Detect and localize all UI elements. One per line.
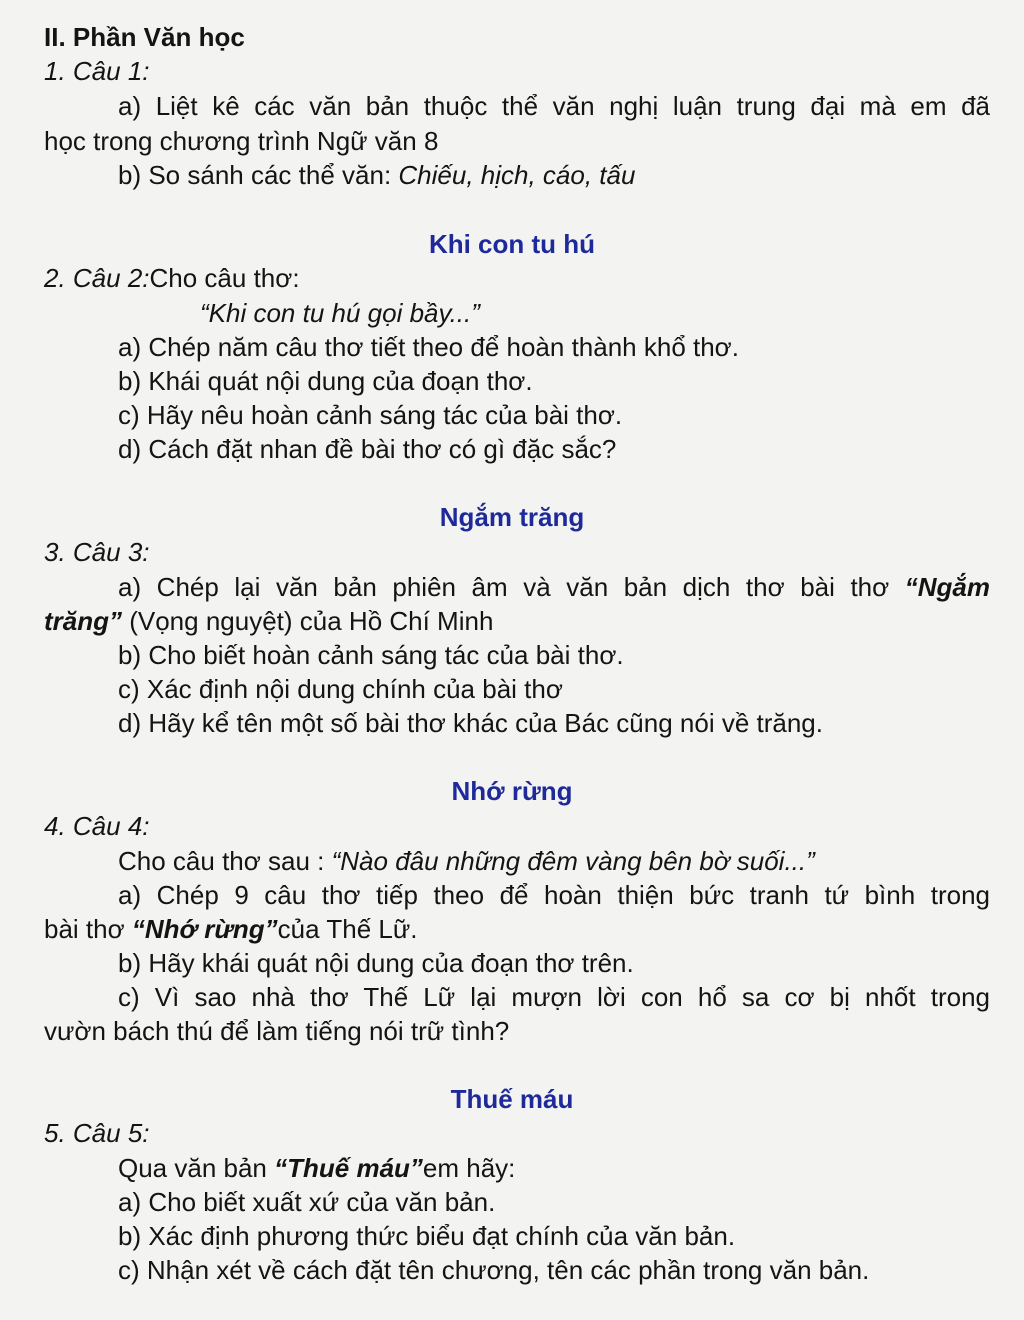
question-3a-title-end: trăng” <box>44 606 122 636</box>
question-3a-line1 <box>0 570 1024 604</box>
question-2b: b) Khái quát nội dung của đoạn thơ. <box>118 366 533 396</box>
question-5c: c) Nhận xét về cách đặt tên chương, tên các phần trong văn bản. <box>118 1255 870 1285</box>
question-3d: d) Hãy kể tên một số bài thơ khác của Bác cũng nói về trăng. <box>118 708 823 738</box>
question-5a: a) Cho biết xuất xứ của văn bản. <box>118 1187 496 1217</box>
question-2-label: 2. Câu 2: <box>44 263 150 293</box>
question-5-intro-title: “Thuế máu” <box>274 1153 423 1183</box>
question-3a-title-start: “Ngắm <box>904 572 990 602</box>
question-3c: c) Xác định nội dung chính của bài thơ <box>118 674 563 704</box>
question-1b <box>0 158 1024 192</box>
question-1b-text: b) So sánh các thể văn: <box>118 160 399 190</box>
question-2d: d) Cách đặt nhan đề bài thơ có gì đặc sắc? <box>118 434 617 464</box>
question-4b: b) Hãy khái quát nội dung của đoạn thơ trên. <box>118 948 634 978</box>
question-4a-pre: bài thơ <box>44 914 132 944</box>
question-1a-line2: học trong chương trình Ngữ văn 8 <box>44 126 439 156</box>
question-2-intro: Cho câu thơ: <box>149 263 300 293</box>
question-2 <box>0 261 1024 295</box>
question-5-intro <box>0 1151 1024 1185</box>
question-3a-text-end: (Vọng nguyệt) của Hồ Chí Minh <box>122 606 494 636</box>
question-3b: b) Cho biết hoàn cảnh sáng tác của bài thơ. <box>118 640 624 670</box>
question-1a-line1: a) Liệt kê các văn bản thuộc thể văn nghị luận trung đại mà em đã <box>118 91 990 121</box>
question-5-intro-post: em hãy: <box>422 1153 516 1183</box>
question-4-intro-text: Cho câu thơ sau : <box>118 846 332 876</box>
question-2c: c) Hãy nêu hoàn cảnh sáng tác của bài thơ. <box>118 400 623 430</box>
question-4c-line2: vườn bách thú để làm tiếng nói trữ tình? <box>44 1016 510 1046</box>
question-4a-line1: a) Chép 9 câu thơ tiếp theo để hoàn thiện bức tranh tứ bình trong <box>118 880 990 910</box>
question-5-label: 5. Câu 5: <box>44 1118 150 1148</box>
heading-khi-con-tu-hu: Khi con tu hú <box>428 229 596 259</box>
question-4-label: 4. Câu 4: <box>44 811 150 841</box>
question-4a-post: của Thế Lữ. <box>277 914 418 944</box>
heading-nho-rung: Nhớ rừng <box>451 776 573 806</box>
question-4c-line1: c) Vì sao nhà thơ Thế Lữ lại mượn lời con hổ sa cơ bị nhốt trong <box>118 982 990 1012</box>
question-1-label: 1. Câu 1: <box>44 56 150 86</box>
section-title: II. Phần Văn học <box>44 22 245 52</box>
question-3a-text: a) Chép lại văn bản phiên âm và văn bản dịch thơ bài thơ <box>118 572 905 602</box>
question-4-intro <box>0 844 1024 878</box>
heading-thue-mau: Thuế máu <box>450 1084 574 1114</box>
question-1b-italic: Chiếu, hịch, cáo, tấu <box>398 160 636 190</box>
heading-ngam-trang: Ngắm trăng <box>439 502 585 532</box>
question-3-label: 3. Câu 3: <box>44 537 150 567</box>
question-4-intro-quote: “Nào đâu những đêm vàng bên bờ suối...” <box>331 846 815 876</box>
question-4a-line2 <box>0 912 1024 946</box>
question-2a: a) Chép năm câu thơ tiết theo để hoàn thành khổ thơ. <box>118 332 739 362</box>
question-4a-title: “Nhớ rừng” <box>131 914 278 944</box>
question-2-quote: “Khi con tu hú gọi bầy...” <box>200 298 480 328</box>
question-5-intro-pre: Qua văn bản <box>118 1153 275 1183</box>
question-3a-line2 <box>0 604 1024 638</box>
question-5b: b) Xác định phương thức biểu đạt chính của văn bản. <box>118 1221 736 1251</box>
